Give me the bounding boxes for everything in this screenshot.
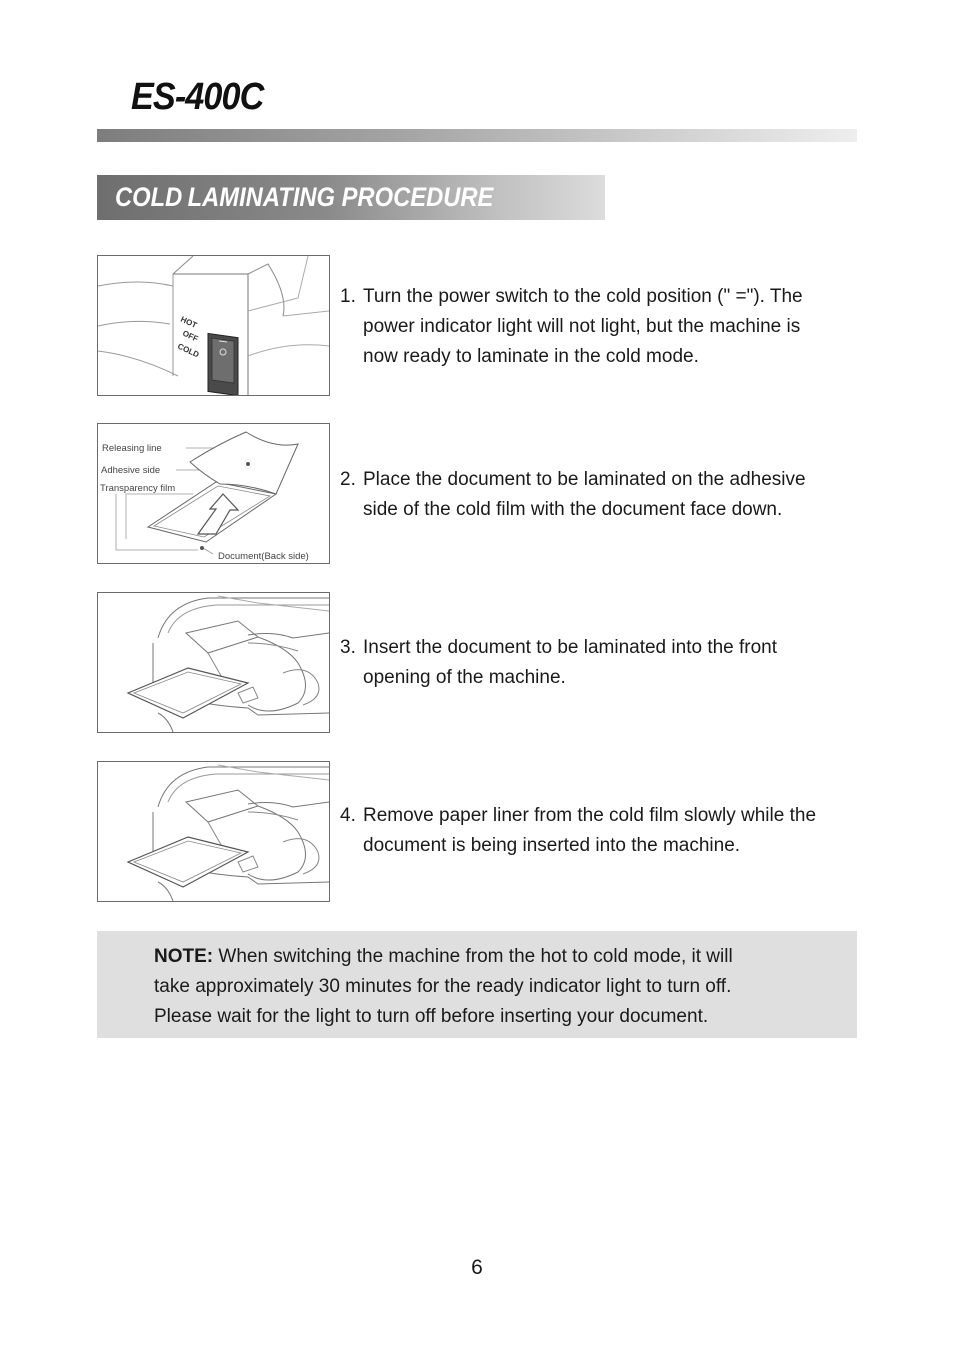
- page-number: 6: [471, 1256, 483, 1279]
- step-number: 4.: [340, 805, 356, 826]
- step-line: now ready to laminate in the cold mode.: [363, 346, 699, 367]
- step-number: 3.: [340, 637, 356, 658]
- step-line: document is being inserted into the machine.: [363, 835, 741, 856]
- section-banner: [97, 175, 605, 220]
- note-line-1: When switching the machine from the hot to cold mode, it will: [218, 946, 733, 967]
- note-line-2: take approximately 30 minutes for the ready indicator light to turn off.: [154, 976, 732, 997]
- note-text: [154, 942, 814, 1032]
- switch-label-off: OFF: [181, 328, 200, 344]
- step-3: [97, 592, 857, 733]
- model-title: ES-400C: [131, 76, 264, 118]
- film-layers-illustration: [97, 423, 330, 564]
- step-number: 2.: [340, 469, 356, 490]
- section-title-word-cold: COLD: [115, 182, 183, 212]
- note-line-3: Please wait for the light to turn off before inserting your document.: [154, 1006, 709, 1027]
- note-box: [97, 931, 857, 1038]
- step-line: Turn the power switch to the cold position (" ="). The: [363, 286, 803, 307]
- section-title-rest: LAMINATING PROCEDURE: [187, 182, 494, 212]
- step-line: opening of the machine.: [363, 667, 566, 688]
- label-adhesive-side: Adhesive side: [101, 465, 161, 476]
- step-2: [97, 423, 857, 564]
- step-line: power indicator light will not light, but the machine is: [363, 316, 801, 337]
- step-line: Remove paper liner from the cold film slowly while the: [363, 805, 817, 826]
- step-line: side of the cold film with the document face down.: [363, 499, 783, 520]
- title-rule: [97, 129, 857, 142]
- switch-label-cold: COLD: [176, 341, 201, 360]
- step-1: [97, 255, 857, 396]
- step-number: 1.: [340, 286, 356, 307]
- remove-liner-illustration: [97, 761, 330, 902]
- note-lead: NOTE:: [154, 946, 214, 967]
- label-transparency-film: Transparency film: [100, 483, 176, 494]
- step-4: [97, 761, 857, 902]
- step-line: Insert the document to be laminated into the front: [363, 637, 778, 658]
- insert-document-illustration: [97, 592, 330, 733]
- label-releasing-line: Releasing line: [102, 443, 162, 454]
- label-document-back-side: Document(Back side): [218, 551, 309, 562]
- step-line: Place the document to be laminated on the adhesive: [363, 469, 806, 490]
- section-title: [115, 182, 493, 213]
- power-switch-illustration: [97, 255, 330, 396]
- switch-label-hot: HOT: [179, 314, 199, 330]
